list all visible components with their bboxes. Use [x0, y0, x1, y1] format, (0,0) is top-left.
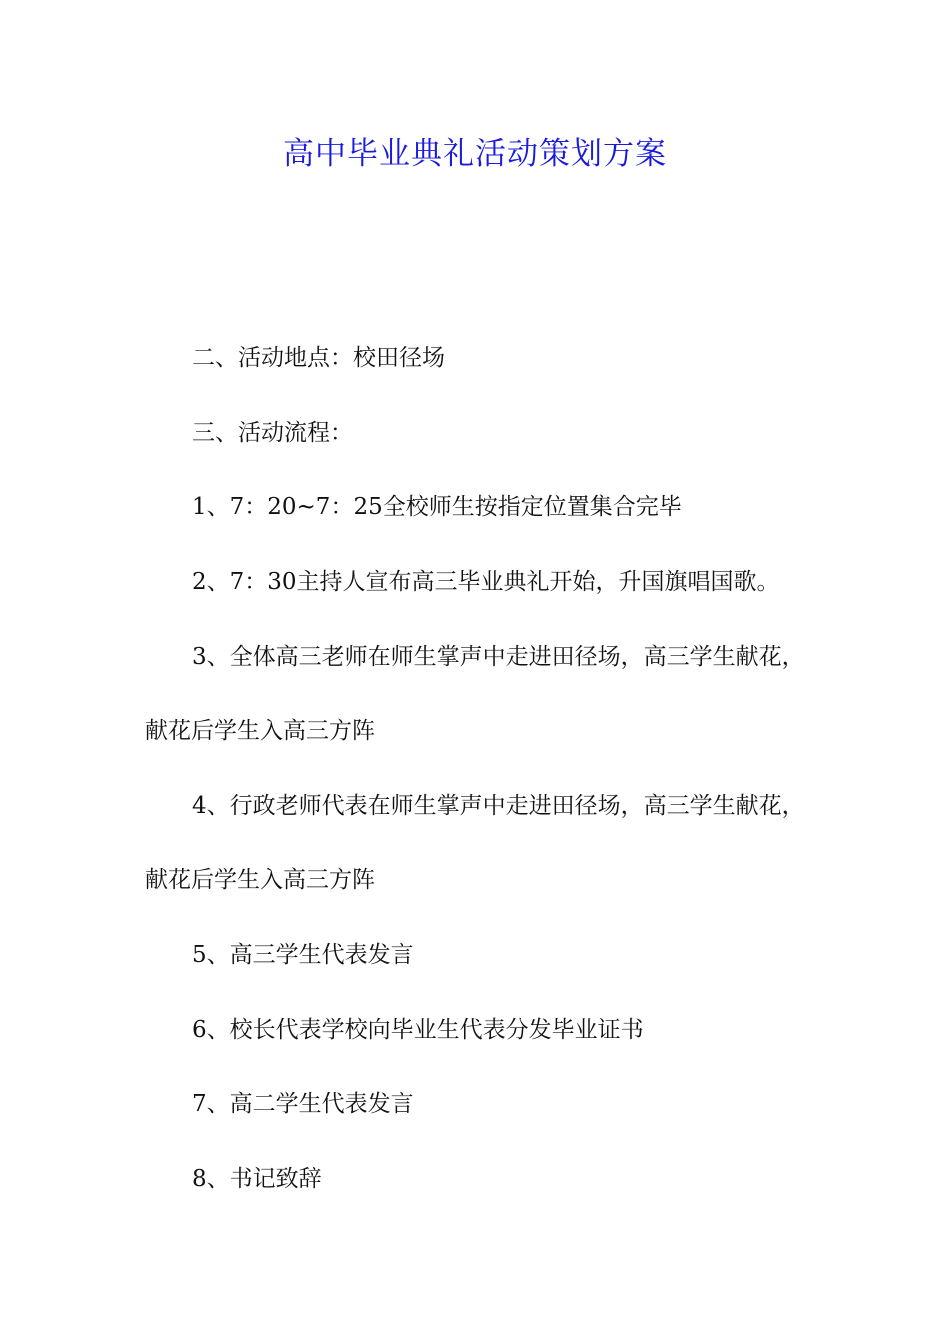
- paragraph-process-heading: 三、活动流程：: [192, 420, 353, 446]
- list-item-step-4-continued: 献花后学生入高三方阵: [145, 867, 375, 893]
- list-item-step-7: 7、高二学生代表发言: [192, 1091, 414, 1117]
- list-item-step-2: 2、7：30主持人宣布高三毕业典礼开始，升国旗唱国歌。: [192, 569, 780, 595]
- list-item-step-3-continued: 献花后学生入高三方阵: [145, 718, 375, 744]
- list-item-step-1: 1、7：20~7：25全校师生按指定位置集合完毕: [192, 494, 682, 520]
- list-item-step-3: 3、全体高三老师在师生掌声中走进田径场，高三学生献花，: [192, 644, 805, 670]
- list-item-step-6: 6、校长代表学校向毕业生代表分发毕业证书: [192, 1017, 644, 1043]
- list-item-step-4: 4、行政老师代表在师生掌声中走进田径场，高三学生献花，: [192, 793, 805, 819]
- document-title: 高中毕业典礼活动策划方案: [283, 136, 667, 172]
- list-item-step-5: 5、高三学生代表发言: [192, 942, 414, 968]
- paragraph-venue: 二、活动地点：校田径场: [192, 345, 445, 371]
- list-item-step-8: 8、书记致辞: [192, 1166, 322, 1192]
